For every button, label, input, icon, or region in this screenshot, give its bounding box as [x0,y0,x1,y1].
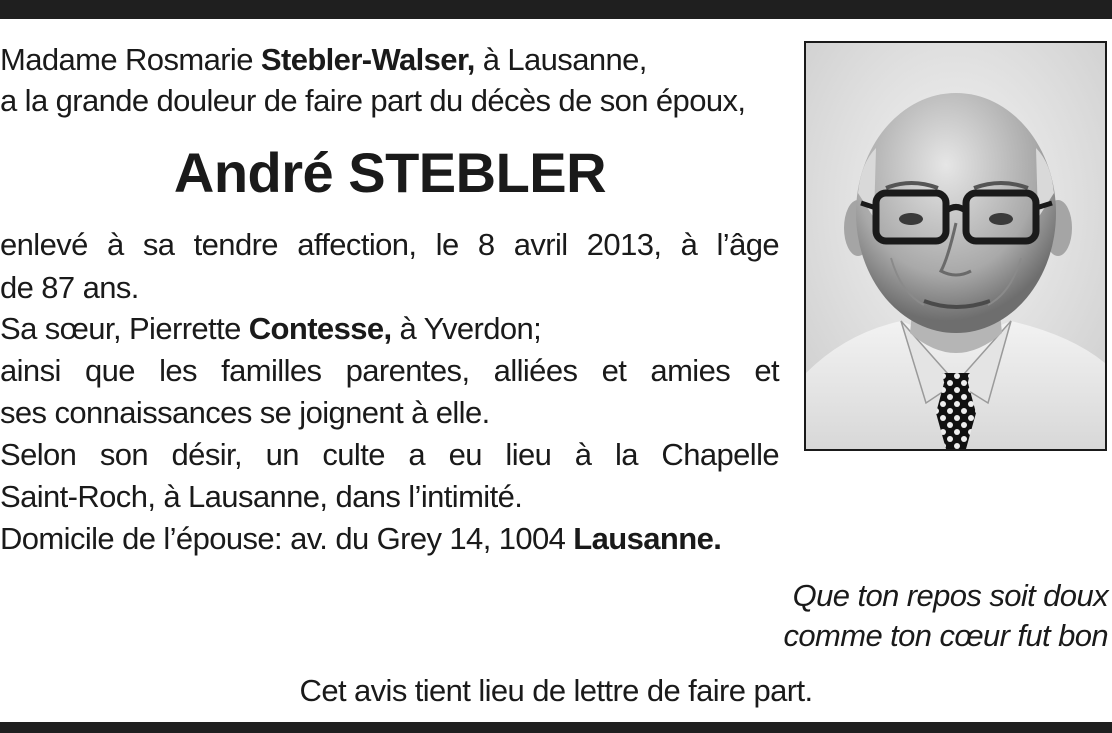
intro-text: Madame Rosmarie [0,42,261,77]
portrait-illustration [806,43,1105,449]
sister-text: Sa sœur, Pierrette [0,311,249,346]
sister-location: à Yverdon; [391,311,542,346]
deceased-name: André STEBLER [173,141,607,204]
body-line-7: Saint-Roch, à Lausanne, dans l’intimité. [0,479,523,514]
body-line-1: enlevé à sa tendre affection, le 8 avril 2013, à l’âge [0,227,779,262]
quote-line-1: Que ton repos soit doux [792,578,1108,613]
quote-line-2: comme ton cœur fut bon [783,618,1108,653]
address-city: Lausanne. [573,521,722,556]
footer-notice: Cet avis tient lieu de lettre de faire part. [299,673,813,708]
body-line-6: Selon son désir, un culte a eu lieu à la Chapelle [0,437,779,472]
bottom-border-bar [0,722,1112,733]
intro-location: à Lausanne, [474,42,647,77]
body-line-5: ses connaissances se joignent à elle. [0,395,490,430]
sister-name: Contesse, [248,311,392,346]
body-line-2: de 87 ans. [0,270,139,305]
intro-line-1 [0,42,647,78]
spouse-name: Stebler-Walser, [260,42,475,77]
address-text: Domicile de l’épouse: av. du Grey 14, 1004 [0,521,574,556]
top-border-bar [0,0,1112,19]
body-line-8 [0,521,721,557]
intro-line-2: a la grande douleur de faire part du décès de son époux, [0,83,746,118]
body-line-3 [0,311,541,347]
body-line-4: ainsi que les familles parentes, alliées et amies et [0,353,779,388]
portrait-photo [804,41,1107,451]
